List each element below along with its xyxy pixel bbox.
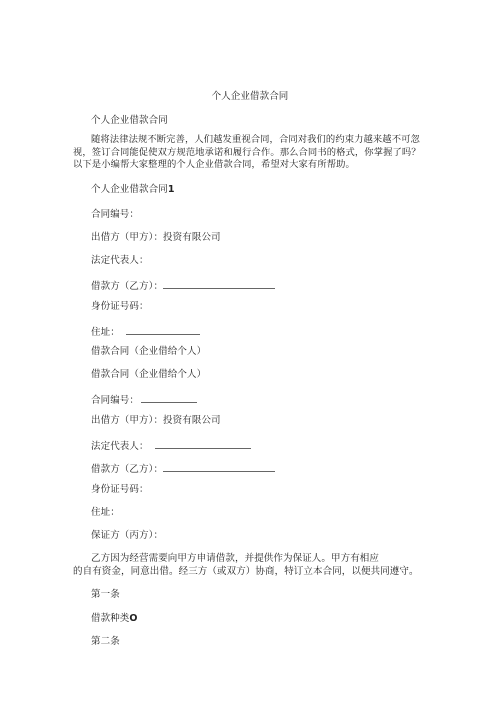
lender-field: 出借方（甲方）：投资有限公司 [91, 232, 221, 243]
clause-line-2: 的自有资金，同意出借。经三方（或双方）协商，特订立本合同，以便共同遵守。 [73, 566, 419, 577]
legal-representative-field: 法定代表人： [91, 255, 149, 266]
article-1-heading: 第一条 [91, 589, 120, 600]
lender-field-2: 出借方（甲方）：投资有限公司 [91, 415, 221, 426]
contract-number-field: 合同编号： [91, 209, 140, 220]
contract-type-line-2: 借款合同（企业借给个人） [91, 369, 207, 380]
guarantor-field: 保证方（丙方）： [91, 530, 164, 541]
document-subtitle: 个人企业借款合同 [91, 115, 168, 126]
id-number-field: 身份证号码： [91, 301, 149, 312]
address-label: 住址： [91, 327, 120, 338]
borrower-field-2 [91, 461, 275, 476]
legal-representative-label-2: 法定代表人： [91, 441, 149, 452]
borrower-blank-line [163, 278, 275, 289]
borrower-field [91, 278, 275, 293]
loan-type-label: 借款种类 [91, 613, 130, 624]
contract-type-line-1: 借款合同（企业借给个人） [91, 346, 207, 357]
address-field-2: 住址： [91, 507, 120, 518]
clause-line-1: 乙方因为经营需要向甲方申请借款，并提供作为保证人。甲方有相应 [91, 553, 380, 564]
borrower-label-2: 借款方（乙方）： [91, 464, 164, 475]
intro-paragraph: 随将法律法规不断完善，人们越发重视合同，合同对我们的约束力越来越不可忽视，签订合同能促使双方规范地承诺和履行合作。那么合同书的格式，你掌握了吗？以下是小编帮大家整理的个人企业借款合同，希望对大家有所帮助。 [73, 134, 421, 171]
address-field [91, 324, 200, 339]
legal-representative-blank-line [155, 438, 251, 449]
legal-representative-field-2 [91, 438, 251, 453]
borrower-blank-line-2 [163, 461, 275, 472]
contract-number-blank-line [141, 392, 197, 403]
section-heading-text: 个人企业借款合同 [91, 184, 168, 195]
section-heading-number: 1 [167, 184, 175, 195]
contract-number-field-2 [91, 392, 197, 407]
address-blank-line [126, 324, 200, 335]
document-title: 个人企业借款合同 [211, 91, 289, 102]
id-number-field-2: 身份证号码： [91, 484, 149, 495]
loan-type-mark: O [129, 613, 138, 624]
article-2-heading: 第二条 [91, 636, 120, 647]
loan-type-heading [91, 613, 138, 625]
contract-number-label-2: 合同编号： [91, 395, 140, 406]
borrower-label: 借款方（乙方）： [91, 281, 164, 292]
section-heading [91, 184, 175, 196]
